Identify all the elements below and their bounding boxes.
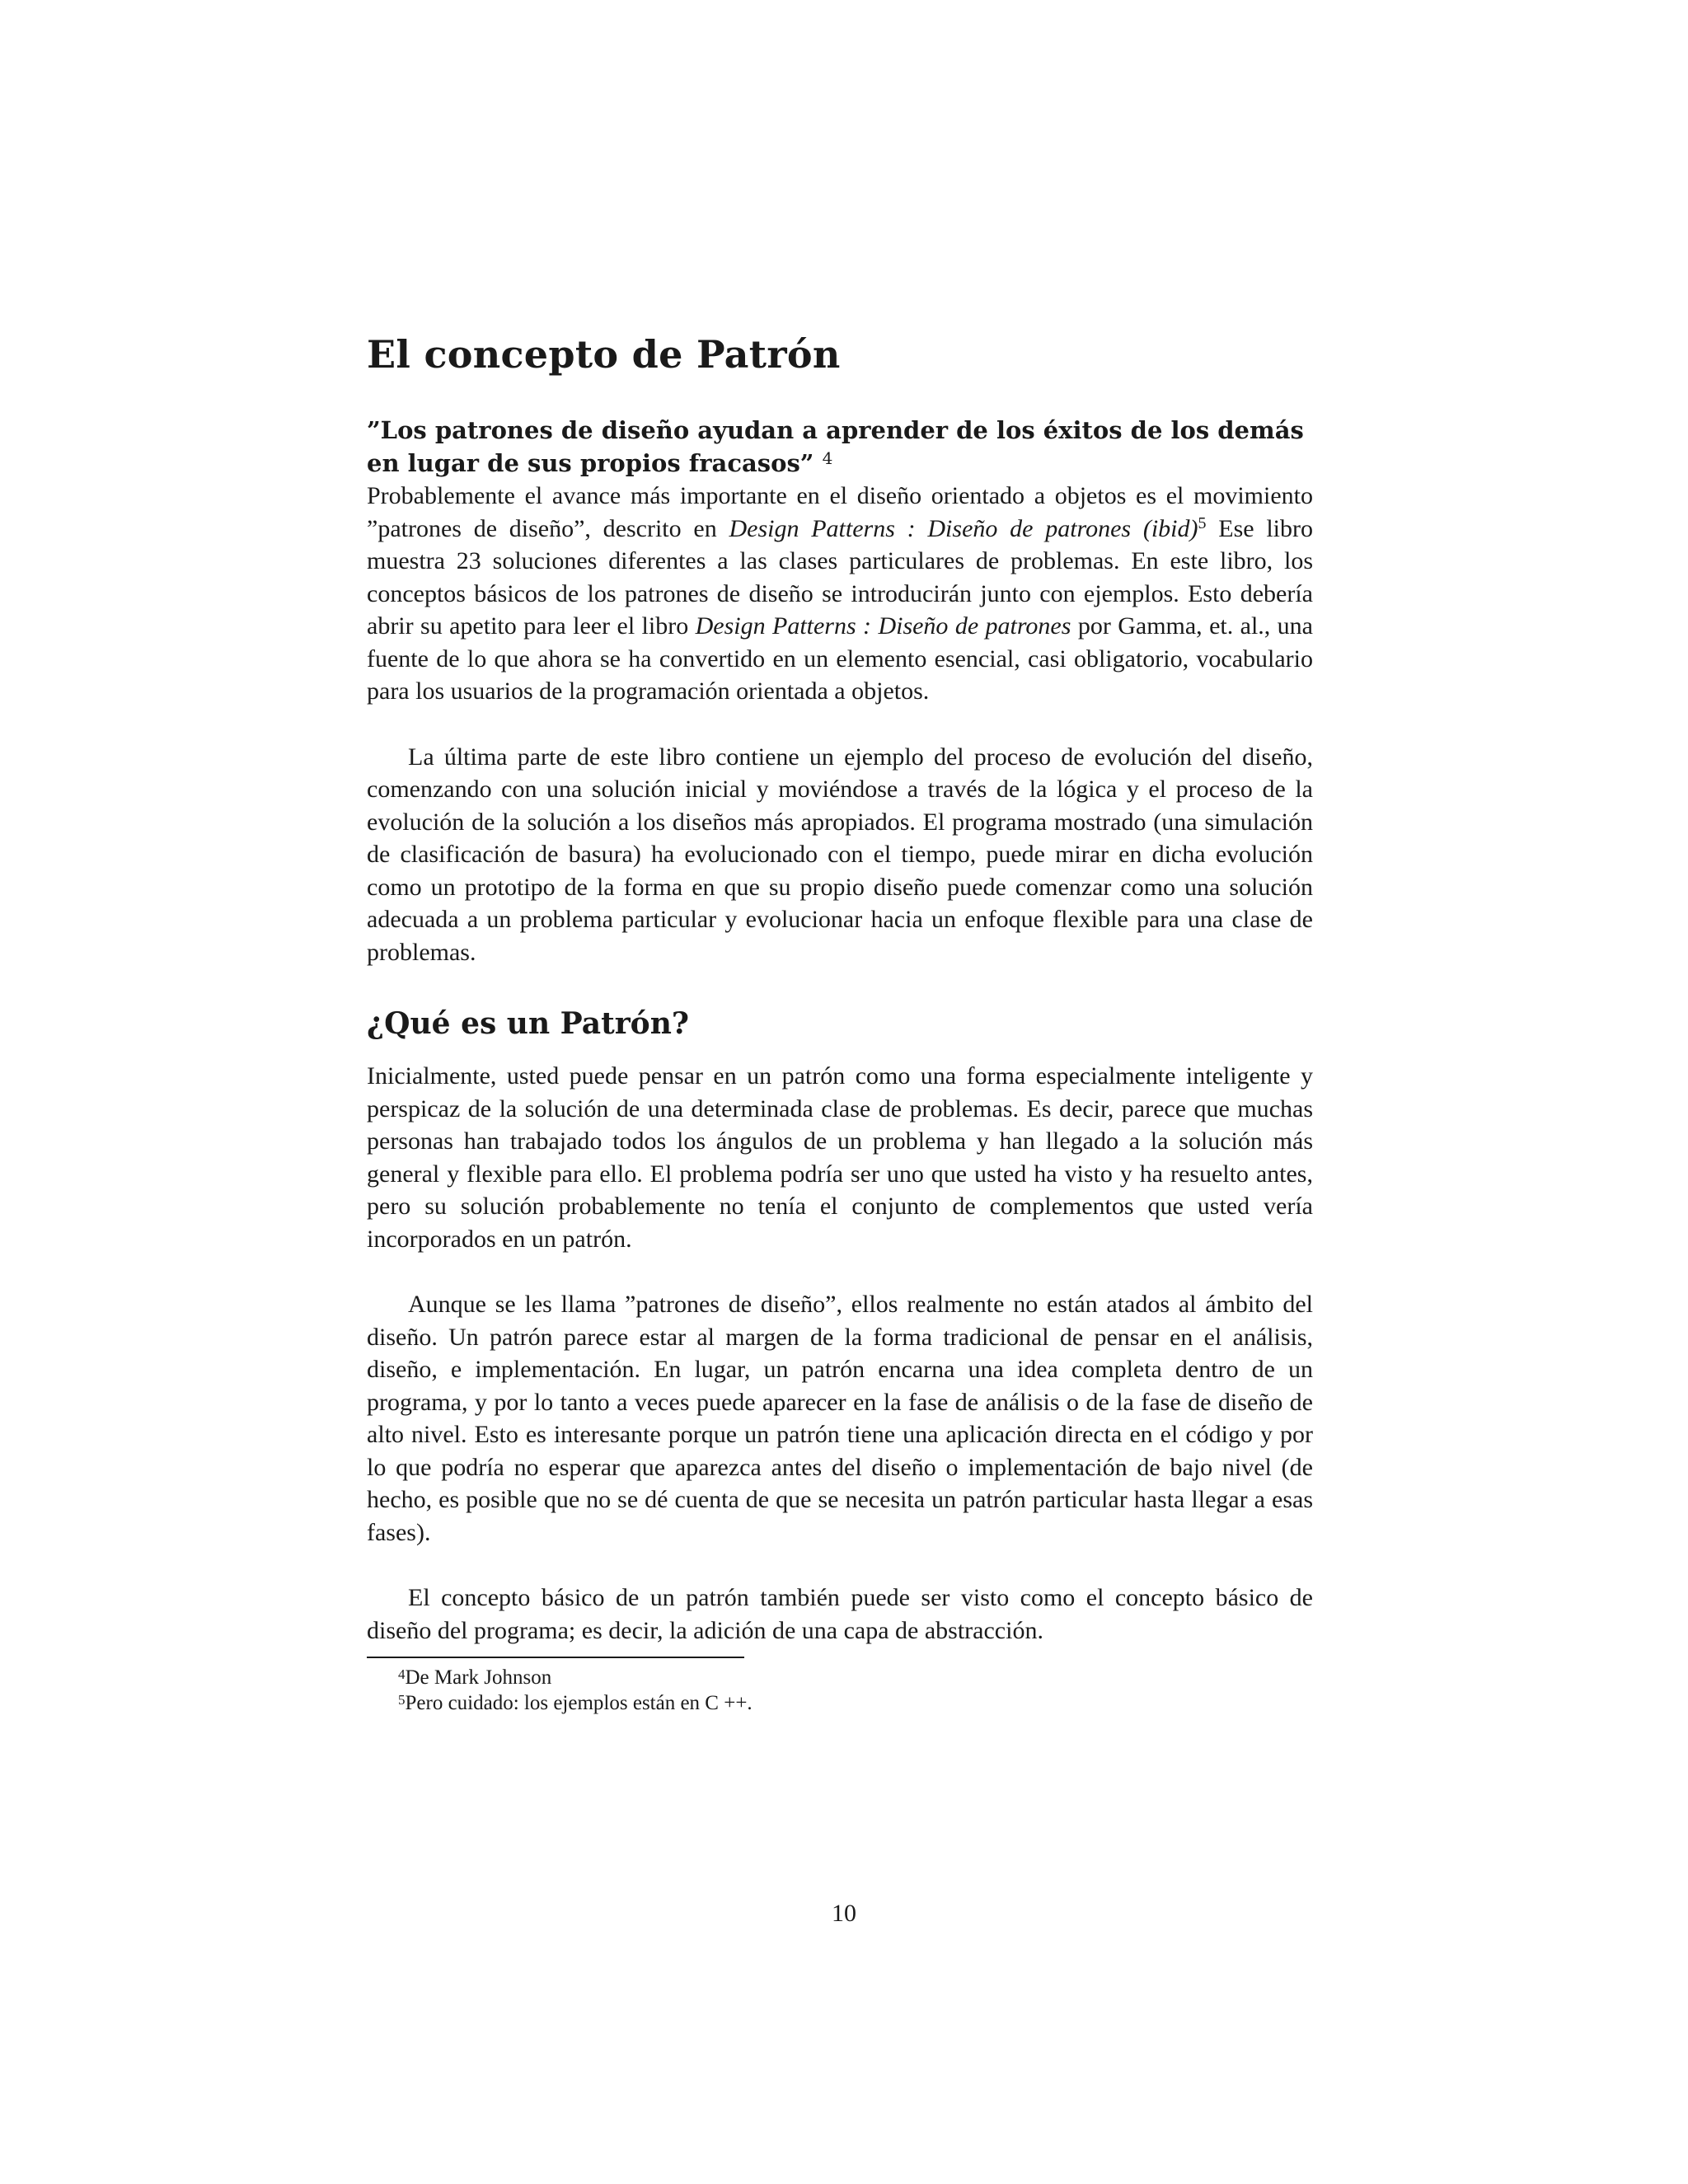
intro-text-3: por Gamma, et. al., una fuente de lo que ahora se ha convertido en un elemento esencial, casi obligatorio, vocabulario para los usuarios de la programación orientada a objetos. <box>367 612 1313 705</box>
footnote-4 <box>367 1665 1313 1690</box>
epigraph-quote <box>367 414 1313 480</box>
footnote-mark: 5 <box>398 1692 406 1708</box>
footnote-divider <box>367 1657 744 1658</box>
intro-text-1: Probablemente el avance más importante en el diseño orientado a objetos es el movimiento ”patrones de diseño”, descrito en <box>367 482 1313 542</box>
footnote-ref-5[interactable]: 5 <box>1198 513 1207 532</box>
book-title-1: Design Patterns : Diseño de patrones (ibid) <box>729 514 1198 542</box>
chapter-title: El concepto de Patrón <box>367 332 841 377</box>
section-title: ¿Qué es un Patrón? <box>367 1006 689 1042</box>
footnote-text: Pero cuidado: los ejemplos están en C ++. <box>405 1692 753 1715</box>
paragraph-design-patterns: Aunque se les llama ”patrones de diseño”, ellos realmente no están atados al ámbito del diseño. Un patrón parece estar al margen de la forma tradicional de pensar en el análisis, diseño, e implementación. En lugar, un patrón encarna una idea completa dentro de un programa, y por lo tanto a veces puede aparecer en la fase de análisis o de la fase de diseño de alto nivel. Esto es interesante porque un patrón tiene una aplicación directa en el código y por lo que podría no esperar que aparezca antes del diseño o implementación de bajo nivel (de hecho, es posible que no se dé cuenta de que se necesita un patrón particular hasta llegar a esas fases). <box>367 1291 1313 1546</box>
paragraph-what-is-pattern: Inicialmente, usted puede pensar en un patrón como una forma especialmente inteligente y perspicaz de la solución de una determinada clase de problemas. Es decir, parece que muchas personas han trabajado todos los ángulos de un problema y han llegado a la solución más general y flexible para ello. El problema podría ser uno que usted ha visto y ha resuelto antes, pero su solución probablemente no tenía el conjunto de complementos que usted vería incorporados en un patrón. <box>367 1062 1313 1253</box>
footnote-5 <box>367 1690 1313 1716</box>
book-title-2: Design Patterns : Diseño de patrones <box>695 612 1071 640</box>
page-content <box>367 326 1313 1716</box>
epigraph-text: ”Los patrones de diseño ayudan a aprender de los éxitos de los demás en lugar de sus propios fracasos” <box>367 416 1304 478</box>
page-number: 10 <box>832 1900 856 1927</box>
intro-paragraph <box>367 480 1313 708</box>
paragraph-evolution: La última parte de este libro contiene un ejemplo del proceso de evolución del diseño, comenzando con una solución inicial y moviéndose a través de la lógica y el proceso de la evolución de la solución a los diseños más apropiados. El programa mostrado (una simulación de clasificación de basura) ha evolucionado con el tiempo, puede mirar en dicha evolución como un prototipo de la forma en que su propio diseño puede comenzar como una solución adecuada a un problema particular y evolucionar hacia un enfoque flexible para una clase de problemas. <box>367 743 1313 966</box>
footnote-ref-4[interactable]: 4 <box>822 448 833 469</box>
footnote-mark: 4 <box>398 1666 406 1683</box>
footnote-text: De Mark Johnson <box>405 1666 552 1690</box>
paragraph-basic-concept: El concepto básico de un patrón también puede ser visto como el concepto básico de diseño del programa; es decir, la adición de una capa de abstracción. <box>367 1584 1313 1644</box>
intro-text-2: Ese libro muestra 23 soluciones diferentes a las clases particulares de problemas. En este libro, los conceptos básicos de los patrones de diseño se introducirán junto con ejemplos. Esto debería abrir su apetito para leer el libro <box>367 514 1314 640</box>
